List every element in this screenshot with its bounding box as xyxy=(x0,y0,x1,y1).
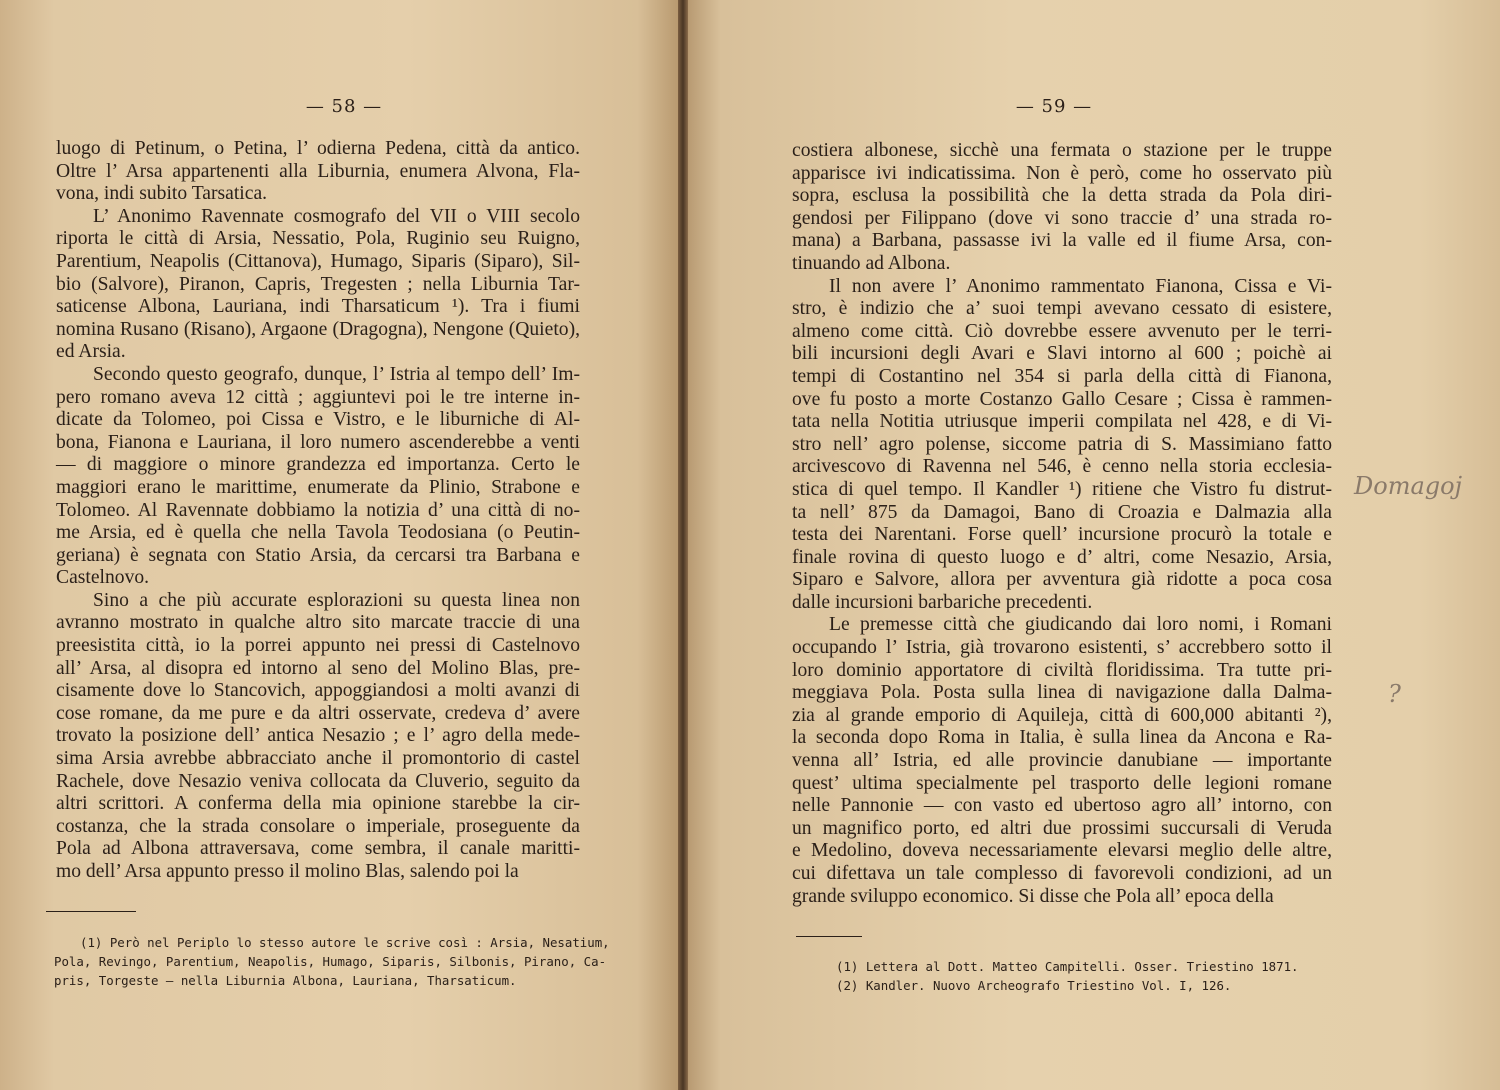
text-line: stro nell’ agro polense, siccome patria di S. Massimiano fatto xyxy=(792,433,1332,455)
text-line: nelle Pannonie — con vasto ed ubertoso agro all’ intorno, con xyxy=(792,795,1332,817)
text-line: cui difettava un tale complesso di favorevoli condizioni, ad un xyxy=(792,863,1332,884)
handwritten-note: ? xyxy=(1388,680,1401,708)
text-line: tempi di Costantino nel 354 si parla della città di Fianona, xyxy=(792,365,1332,387)
text-line: preesistita città, io la porrei appunto nei pressi di Castelnovo xyxy=(56,635,580,657)
text-line: quest’ ultima specialmente pel trasporto delle legioni romane xyxy=(792,772,1332,794)
text-line: cisamente dove lo Stancovich, appoggiandosi a molti avanzi di xyxy=(56,680,580,702)
text-line: all’ Arsa, al disopra ed intorno al seno del Molino Blas, pre- xyxy=(56,657,580,679)
text-line: sima Arsia avrebbe abbracciato anche il promontorio di castel xyxy=(56,748,580,770)
text-line: Oltre l’ Arsa appartenenti alla Liburnia, enumera Alvona, Fla- xyxy=(56,160,580,182)
body-text xyxy=(56,138,580,884)
text-line: vona, indi subito Tarsatica. xyxy=(56,183,268,205)
footnote-line: Pola, Revingo, Parentium, Neapolis, Humago, Siparis, Silbonis, Pirano, Ca- xyxy=(54,954,607,969)
text-line: bio (Salvore), Piranon, Capris, Tregesten ; nella Liburnia Tar- xyxy=(56,273,580,295)
text-line: stro, è indizio che a’ suoi tempi avevano cessato di esistere, xyxy=(792,298,1332,320)
footnote-line: (1) Lettera al Dott. Matteo Campitelli. Osser. Triestino 1871. xyxy=(836,959,1299,974)
right-page xyxy=(688,0,1500,1090)
text-line: venna all’ Istria, ed alle provincie danubiane — importante xyxy=(792,750,1332,772)
text-line: ove fu posto a morte Costanzo Gallo Cesare ; Cissa è rammen- xyxy=(792,388,1332,410)
text-line: saticense Albona, Lauriana, indi Tharsaticum ¹). Tra i fiumi xyxy=(56,296,580,318)
text-line: tata nella Notitia utriusque imperii compilata nel 428, e di Vi- xyxy=(792,411,1332,433)
text-line: mana) a Barbana, passasse ivi la valle ed il fiume Arsa, con- xyxy=(792,230,1332,252)
footnote-rule xyxy=(46,911,136,912)
text-line: un magnifico porto, ed altri due prossimi succursali di Veruda xyxy=(792,817,1332,839)
footnote-line: (1) Però nel Periplo lo stesso autore le scrive così : Arsia, Nesatium, xyxy=(80,935,610,950)
footnote-rule xyxy=(796,936,862,937)
text-line: dicate da Tolomeo, poi Cissa e Vistro, e le liburniche di Al- xyxy=(56,409,580,431)
text-line: gendosi per Filippano (dove vi sono traccie d’ una strada ro- xyxy=(792,207,1332,229)
text-line: trovato la posizione dell’ antica Nesazio ; e l’ agro della mede- xyxy=(56,725,580,747)
page-number: — 59 — xyxy=(1015,96,1093,117)
text-line: Il non avere l’ Anonimo rammentato Fianona, Cissa e Vi- xyxy=(829,275,1332,297)
text-line: L’ Anonimo Ravennate cosmografo del VII o VIII secolo xyxy=(93,205,580,227)
text-line: mo dell’ Arsa appunto presso il molino Blas, salendo poi la xyxy=(56,861,519,882)
handwritten-note: Domagoj xyxy=(1354,472,1463,500)
text-line: bili incursioni degli Avari e Slavi intorno al 600 ; poichè ai xyxy=(792,343,1332,365)
text-line: occupando l’ Istria, già trovarono esistenti, s’ accrebbero sotto il xyxy=(792,637,1332,659)
footnote-line: pris, Torgeste — nella Liburnia Albona, Lauriana, Tharsaticum. xyxy=(54,973,517,988)
text-line: ed Arsia. xyxy=(56,341,126,363)
text-line: arcivescovo di Ravenna nel 546, è cenno nella storia ecclesia- xyxy=(792,456,1332,478)
text-line: zia al grande emporio di Aquileja, città di 600,000 abitanti ²), xyxy=(792,704,1332,726)
text-line: Secondo questo geografo, dunque, l’ Istria al tempo dell’ Im- xyxy=(93,363,580,385)
text-line: Parentium, Neapolis (Cittanova), Humago, Siparis (Siparo), Sil- xyxy=(56,250,580,272)
text-line: loro dominio apportatore di civiltà floridissima. Tra tutte pri- xyxy=(792,659,1332,681)
text-line: Pola ad Albona attraversava, come sembra, il canale maritti- xyxy=(56,838,580,860)
body-text xyxy=(792,140,1332,908)
text-line: riporta le città di Arsia, Nessatio, Pola, Ruginio seu Ruigno, xyxy=(56,228,580,250)
text-line: tinuando ad Albona. xyxy=(792,252,951,274)
text-line: Rachele, dove Nesazio veniva collocata da Cluverio, seguito da xyxy=(56,770,580,792)
text-line: stica di quel tempo. Il Kandler ¹) ritiene che Vistro fu distrut- xyxy=(792,478,1332,500)
left-page xyxy=(0,0,678,1090)
text-line: avranno mostrato in qualche altro sito marcate traccie di una xyxy=(56,612,580,634)
text-line: me Arsia, ed è quella che nella Tavola Teodosiana (o Peutin- xyxy=(56,522,580,544)
footnotes xyxy=(54,933,610,990)
text-line: luogo di Petinum, o Petina, l’ odierna Pedena, città da antico. xyxy=(56,138,580,159)
text-line: Siparo e Salvore, allora per avventura già ridotte a poca cosa xyxy=(792,569,1332,591)
text-line: e Medolino, doveva necessariamente elevarsi meglio delle altre, xyxy=(792,840,1332,862)
text-line: Le premesse città che giudicando dai loro nomi, i Romani xyxy=(829,614,1332,636)
text-line: pero romano aveva 12 città ; aggiuntevi poi le tre interne in- xyxy=(56,386,580,408)
text-line: almeno come città. Ciò dovrebbe essere avvenuto per le terri- xyxy=(792,320,1332,342)
text-line: Tolomeo. Al Ravennate dobbiamo la notizia d’ una città di no- xyxy=(56,499,580,521)
text-line: dalle incursioni barbariche precedenti. xyxy=(792,591,1093,613)
text-line: ta nell’ 875 da Damagoi, Bano di Croazia e Dalmazia alla xyxy=(792,501,1332,523)
text-line: la seconda dopo Roma in Italia, è sulla linea da Ancona e Ra- xyxy=(792,727,1332,749)
text-line: altri scrittori. A conferma della mia opinione starebbe la cir- xyxy=(56,793,580,815)
text-line: testa dei Narentani. Forse quell’ incursione procurò la totale e xyxy=(792,524,1332,546)
footnote-line: (2) Kandler. Nuovo Archeografo Triestino Vol. I, 126. xyxy=(836,978,1232,993)
text-line: geriana) è segnata con Statio Arsia, da cercarsi tra Barbana e xyxy=(56,544,580,566)
text-line: maggiori erano le marittime, enumerate da Plinio, Strabone e xyxy=(56,476,580,498)
text-line: costanza, che la strada consolare o imperiale, proseguente da xyxy=(56,815,580,837)
text-line: finale rovina di questo luogo e d’ altri, come Nesazio, Arsia, xyxy=(792,546,1332,568)
text-line: — di maggiore o minore grandezza ed importanza. Certo le xyxy=(56,454,580,476)
footnotes xyxy=(836,957,1299,995)
text-line: Sino a che più accurate esplorazioni su questa linea non xyxy=(93,589,580,611)
text-line: bona, Fianona e Lauriana, il loro numero ascenderebbe a venti xyxy=(56,431,580,453)
text-line: apparisce ivi indicatissima. Non è però, come ho osservato più xyxy=(792,162,1332,184)
text-line: nomina Rusano (Risano), Argaone (Dragogna), Nengone (Quieto), xyxy=(56,318,580,340)
text-line: Castelnovo. xyxy=(56,567,150,589)
text-line: sopra, esclusa la possibilità che la detta strada da Pola diri- xyxy=(792,185,1332,207)
text-line: costiera albonese, sicchè una fermata o stazione per le truppe xyxy=(792,140,1332,161)
text-line: grande sviluppo economico. Si disse che Pola all’ epoca della xyxy=(792,885,1274,907)
text-line: cose romane, da me pure e da altri osservate, credeva d’ avere xyxy=(56,702,580,724)
page-number: — 58 — xyxy=(305,96,383,117)
book-gutter xyxy=(678,0,688,1090)
text-line: meggiava Pola. Posta sulla linea di navigazione dalla Dalma- xyxy=(792,682,1332,704)
